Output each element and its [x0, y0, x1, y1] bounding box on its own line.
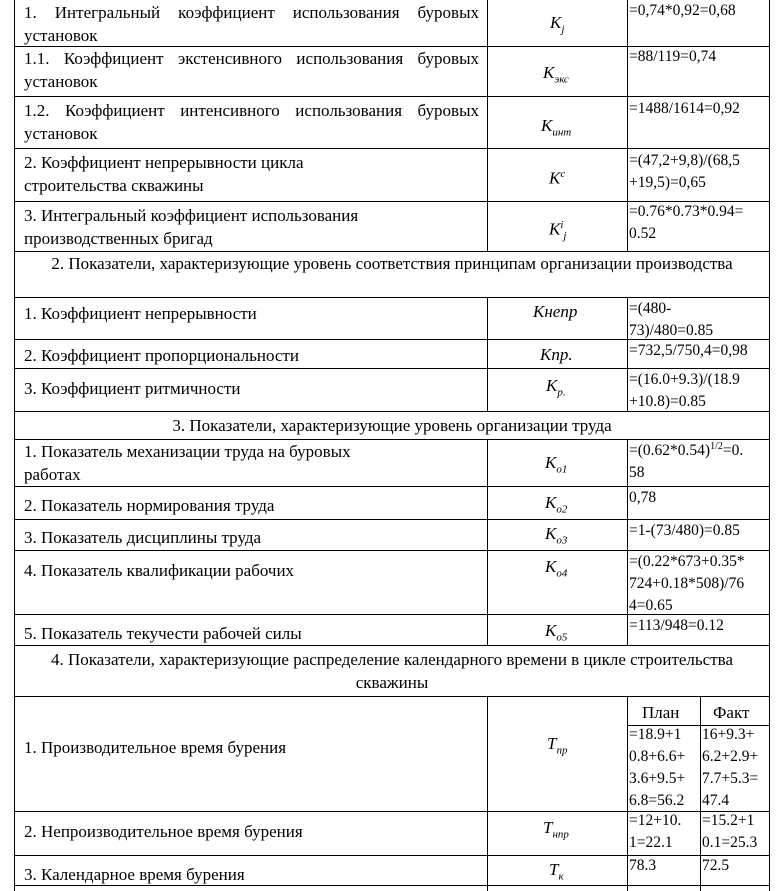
indicator-symbol: $T_{пр}$: [547, 734, 568, 757]
table-border-left: [14, 0, 15, 891]
indicator-value: =(47,2+9,8)/(68,5 +19,5)=0,65: [629, 152, 740, 191]
indicator-label: 5. Показатель текучести рабочей силы: [24, 624, 302, 643]
indicator-label: 1. Производительное время бурения: [24, 738, 287, 757]
column-divider: [627, 0, 628, 251]
plan-value: 78.3: [629, 857, 657, 874]
row-divider: [14, 696, 770, 697]
indicator-label: работах: [24, 465, 81, 484]
indicator-symbol: Kпр.: [540, 345, 573, 364]
indicator-value: $=(0.62*0.54)^{1/2}=0$. 58: [629, 441, 744, 481]
plan-value: =18.9+1 0.8+6.6+ 3.6+9.5+ 6.8=56.2: [629, 726, 686, 809]
indicator-label: 1. Интегральный коэффициент использования буровых установок: [24, 3, 479, 45]
row-divider: [14, 96, 770, 97]
indicator-label: 2. Показатель нормирования труда: [24, 496, 275, 515]
indicator-symbol: $K_j$: [550, 13, 565, 36]
indicator-symbol: $K_{р.}$: [546, 376, 566, 399]
fact-value: 72.5: [702, 857, 730, 874]
table-border-right: [769, 0, 770, 891]
row-divider: [14, 645, 770, 646]
indicator-symbol: $K^c$: [549, 168, 566, 188]
indicator-value: =(0.22*673+0.35* 724+0.18*508)/76 4=0.65: [629, 553, 745, 614]
indicator-label: производственных бригад: [24, 229, 213, 248]
indicator-value: =732,5/750,4=0,98: [629, 342, 748, 359]
indicator-label: 3. Показатель дисциплины труда: [24, 528, 262, 547]
section-header: 2. Показатели, характеризующие уровень соответствия принципам организации производства: [51, 254, 733, 273]
section-header: 3. Показатели, характеризующие уровень организации труда: [172, 416, 612, 435]
indicator-value: =(480- 73)/480=0.85: [629, 300, 714, 339]
row-divider: [14, 855, 770, 856]
indicator-label: строительства скважины: [24, 176, 204, 195]
indicator-symbol: $K_{инт}$: [541, 116, 572, 139]
column-divider: [487, 439, 488, 645]
column-divider: [627, 297, 628, 411]
column-divider: [700, 696, 701, 891]
indicator-value: =1488/1614=0,92: [629, 100, 740, 117]
indicator-value: =(16.0+9.3)/(18.9 +10.8)=0.85: [629, 371, 740, 410]
indicator-label: 1. Показатель механизации труда на буровых: [24, 442, 351, 461]
indicator-label: 1.1. Коэффициент экстенсивного использования буровых установок: [24, 49, 479, 91]
indicator-label: 2. Коэффициент пропорциональности: [24, 346, 299, 365]
indicator-label: 2. Коэффициент непрерывности цикла: [24, 153, 304, 172]
fact-value: 16+9.3+ 6.2+2.9+ 7.7+5.3= 47.4: [702, 726, 759, 809]
indicator-symbol: $K_{экс}$: [543, 63, 569, 86]
fact-value: =15.2+1 0.1=25.3: [702, 812, 758, 851]
indicator-label: 3. Интегральный коэффициент использования: [24, 206, 359, 225]
indicator-symbol: $K_{o4}$: [545, 557, 568, 580]
indicator-symbol: $T_к$: [549, 860, 564, 883]
indicator-symbol: $K_{o3}$: [545, 524, 568, 547]
indicator-label: 1.2. Коэффициент интенсивного использования буровых установок: [24, 101, 479, 143]
indicator-symbol: $K_{o1}$: [545, 453, 568, 476]
indicator-label: 4. Показатель квалификации рабочих: [24, 561, 295, 580]
section-header: 4. Показатели, характеризующие распределение календарного времени в цикле строительства скважины: [50, 650, 733, 692]
indicator-symbol: $K_{o2}$: [545, 493, 568, 516]
indicator-symbol: $K^i_j$: [549, 219, 567, 243]
column-divider: [627, 696, 628, 891]
indicator-label: 3. Коэффициент ритмичности: [24, 379, 241, 398]
indicator-symbol: $K_{o5}$: [545, 621, 568, 644]
indicator-value: =1-(73/480)=0.85: [629, 522, 740, 539]
column-divider: [487, 0, 488, 251]
column-divider: [487, 297, 488, 411]
indicator-value: =0.76*0.73*0.94= 0.52: [629, 203, 744, 242]
fact-column-header: Факт: [713, 703, 750, 722]
indicator-value: 0,78: [629, 489, 657, 506]
indicator-value: =88/119=0,74: [629, 48, 717, 65]
plan-column-header: План: [642, 703, 680, 722]
column-divider: [487, 696, 488, 891]
indicator-value: =0,74*0,92=0,68: [629, 2, 736, 19]
plan-value: =12+10. 1=22.1: [629, 812, 682, 851]
indicator-symbol: Kнепр: [533, 302, 578, 321]
indicator-label: 1. Коэффициент непрерывности: [24, 304, 257, 323]
indicator-label: 2. Непроизводительное время бурения: [24, 822, 303, 841]
indicator-symbol: $T_{нпр}$: [543, 818, 569, 841]
row-divider: [14, 486, 770, 487]
indicator-label: 3. Календарное время бурения: [24, 865, 245, 884]
indicator-value: =113/948=0.12: [629, 617, 724, 634]
row-divider: [14, 148, 770, 149]
column-divider: [627, 439, 628, 645]
